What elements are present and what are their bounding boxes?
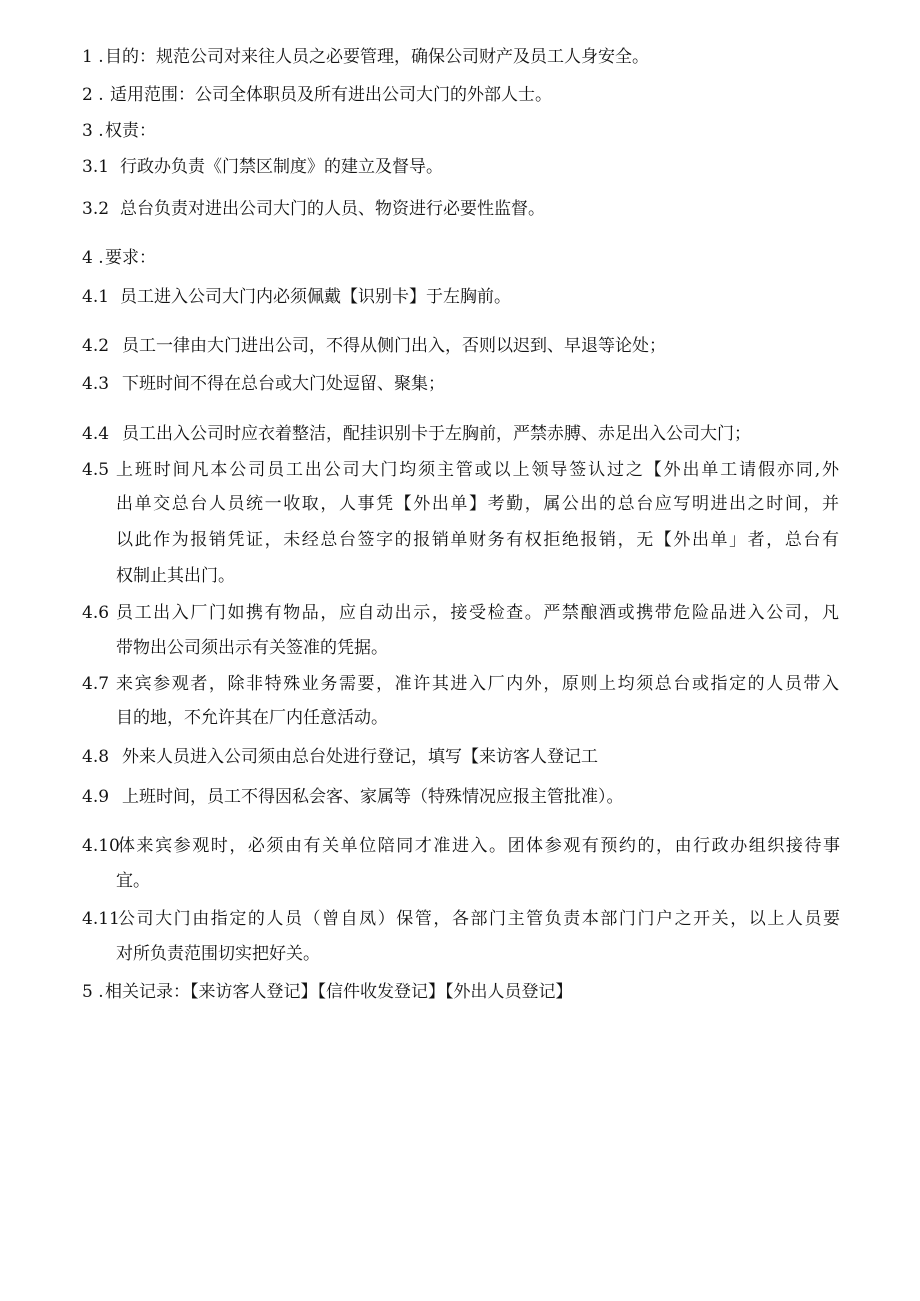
item-number: 3 . (82, 121, 104, 141)
item-4-8: 外来人员进入公司须由总台处进行登记，填写【来访客人登记工 (122, 747, 598, 767)
item-purpose: 目的：规范公司对来往人员之必要管理，确保公司财产及员工人身安全。 (105, 47, 649, 67)
item-number: 4.6 (82, 603, 110, 623)
item-number: 2 . (82, 85, 104, 105)
item-4-4: 员工出入公司时应衣着整洁，配挂识别卡于左胸前，严禁赤膊、赤足出入公司大门； (122, 424, 751, 444)
item-4-5-line-3: 以此作为报销凭证，未经总台签字的报销单财务有权拒绝报销，无【外出单」者，总台有 (116, 530, 839, 550)
item-number: 4.1 (82, 287, 110, 307)
item-number: 3.1 (82, 157, 110, 177)
item-number: 4.11 (82, 909, 120, 929)
item-4-5-line-4: 权制止其出门。 (116, 566, 235, 586)
item-3-2: 总台负责对进出公司大门的人员、物资进行必要性监督。 (120, 199, 545, 219)
item-4-7-line-1: 来宾参观者，除非特殊业务需要，准许其进入厂内外，原则上均须总台或指定的人员带入 (116, 674, 839, 694)
item-3-1: 行政办负责《门禁区制度》的建立及督导。 (120, 157, 443, 177)
item-4-11-line-1: 公司大门由指定的人员（曾自凤）保管，各部门主管负责本部门门户之开关，以上人员要 (118, 909, 840, 929)
item-4-6-line-1: 员工出入厂门如携有物品，应自动出示，接受检查。严禁酿酒或携带危险品进入公司，凡 (116, 603, 839, 623)
item-scope: 适用范围：公司全体职员及所有进出公司大门的外部人士。 (110, 85, 552, 105)
item-requirements: 要求： (105, 248, 156, 268)
item-4-6-line-2: 带物出公司须出示有关签准的凭据。 (116, 638, 388, 658)
item-4-2: 员工一律由大门进出公司，不得从侧门出入，否则以迟到、早退等论处； (122, 336, 666, 356)
item-4-3: 下班时间不得在总台或大门处逗留、聚集； (122, 374, 445, 394)
item-number: 4.4 (82, 424, 110, 444)
item-number: 4.8 (82, 747, 110, 767)
item-4-5-line-2: 出单交总台人员统一收取，人事凭【外出单】考勤，属公出的总台应写明进出之时间，并 (116, 494, 839, 514)
item-number: 3.2 (82, 199, 110, 219)
item-number: 1 . (82, 47, 104, 67)
item-number: 4.3 (82, 374, 110, 394)
item-4-1: 员工进入公司大门内必须佩戴【识别卡】于左胸前。 (120, 287, 511, 307)
item-4-5-line-1: 上班时间凡本公司员工出公司大门均须主管或以上领导签认过之【外出单工请假亦同,外 (116, 460, 839, 480)
item-number: 5 . (82, 982, 104, 1002)
item-number: 4.5 (82, 460, 110, 480)
item-number: 4 . (82, 248, 104, 268)
item-4-10-line-2: 宜。 (116, 871, 150, 891)
item-number: 4.2 (82, 336, 110, 356)
item-number: 4.7 (82, 674, 110, 694)
item-4-11-line-2: 对所负责范围切实把好关。 (116, 944, 320, 964)
item-responsibilities: 权责： (105, 121, 156, 141)
item-number: 4.9 (82, 787, 110, 807)
item-related-records: 相关记录：【来访客人登记】【信件收发登记】【外出人员登记】 (105, 982, 573, 1002)
item-number: 4.10 (82, 836, 120, 856)
item-4-9: 上班时间，员工不得因私会客、家属等（特殊情况应报主管批准）。 (122, 787, 624, 807)
item-4-10-line-1: 体来宾参观时，必须由有关单位陪同才准进入。团体参观有预约的，由行政办组织接待事 (118, 836, 840, 856)
item-4-7-line-2: 目的地，不允许其在厂内任意活动。 (116, 708, 388, 728)
